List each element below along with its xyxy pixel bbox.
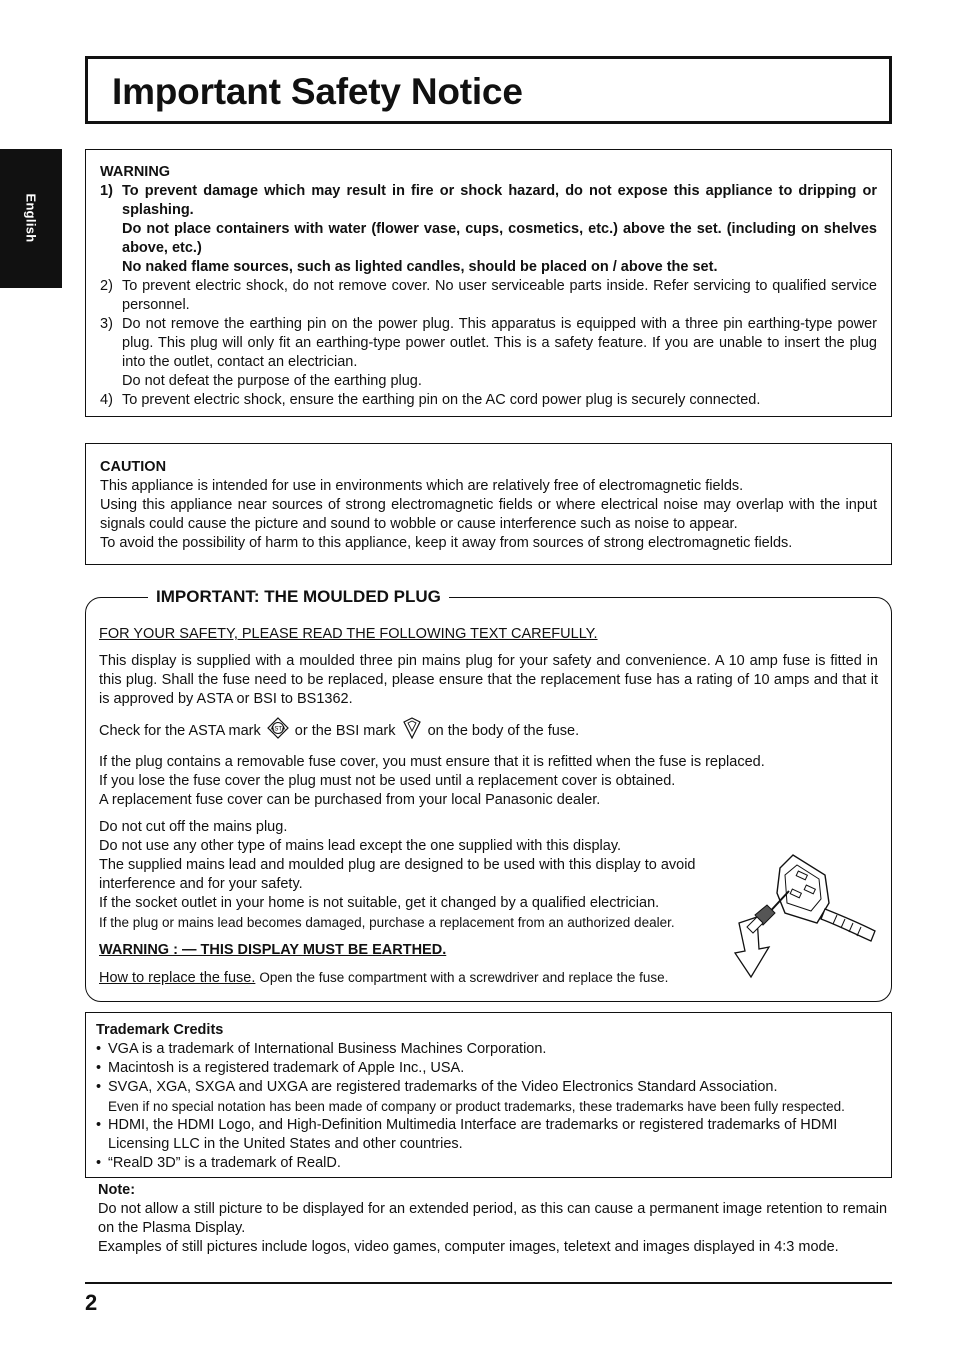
warning-item-number: 2) <box>100 278 113 294</box>
trademark-item <box>96 1059 881 1078</box>
fuse-cover-line: If the plug contains a removable fuse cover, you must ensure that it is refitted when the fuse is replaced. <box>99 754 765 770</box>
fuse-cover-paragraph <box>99 753 878 810</box>
trademark-text: SVGA, XGA, SXGA and UXGA are registered trademarks of the Video Electronics Standard Association. <box>108 1079 778 1095</box>
warning-item-number: 4) <box>100 392 113 408</box>
bsi-kitemark-icon <box>402 717 422 745</box>
mains-line: The supplied mains lead and moulded plug are designed to be used with this display to avoid interference and for your safety. <box>99 857 696 892</box>
damaged-line: If the plug or mains lead becomes damaged, purchase a replacement from an authorized dealer. <box>99 915 675 930</box>
check-text-b: or the BSI mark <box>294 722 396 739</box>
fuse-cover-line: If you lose the fuse cover the plug must not be used until a replacement cover is obtained. <box>99 773 676 789</box>
warning-item-1 <box>100 182 877 220</box>
warning-box <box>85 149 892 417</box>
bullet: • <box>96 1060 102 1076</box>
caution-line: To avoid the possibility of harm to this appliance, keep it away from sources of strong electromagnetic fields. <box>100 535 793 551</box>
bullet: • <box>96 1117 102 1133</box>
trademark-text: VGA is a trademark of International Business Machines Corporation. <box>108 1041 547 1057</box>
replace-fuse-label: How to replace the fuse. <box>99 970 256 986</box>
warning-item-text: To prevent damage which may result in fire or shock hazard, do not expose this appliance to dripping or splashing. <box>122 183 877 218</box>
asta-mark-icon <box>267 717 289 745</box>
trademark-item <box>96 1116 881 1154</box>
check-text-a: Check for the ASTA mark <box>99 722 261 739</box>
warning-item-text: Do not remove the earthing pin on the power plug. This apparatus is equipped with a three pin earthing-type power plug. This plug will only fit an earthing-type power outlet. This is a safety feature. If you are unable to insert the plug into the outlet, contact an electrician. <box>122 316 877 370</box>
language-tab-label: English <box>23 193 39 243</box>
trademark-heading: Trademark Credits <box>96 1022 224 1038</box>
caution-line: This appliance is intended for use in environments which are relatively free of electromagnetic fields. <box>100 478 744 494</box>
caution-line: Using this appliance near sources of strong electromagnetic fields or where electrical noise may overlap with the input signals could cause the picture and sound to wobble or cause interference such as noise to appear. <box>100 497 877 532</box>
replace-fuse-text: Open the fuse compartment with a screwdriver and replace the fuse. <box>259 970 669 985</box>
asta-bsi-check-line <box>99 717 878 745</box>
asta-mark-text: ASTA <box>270 726 286 733</box>
trademark-item <box>96 1154 881 1173</box>
bullet: • <box>96 1041 102 1057</box>
note-heading: Note: <box>98 1182 136 1198</box>
page-title: Important Safety Notice <box>112 71 523 112</box>
warning-item-text: No naked flame sources, such as lighted candles, should be placed on / above the set. <box>122 259 718 275</box>
bullet: • <box>96 1155 102 1171</box>
bullet: • <box>96 1079 102 1095</box>
fuse-paragraph: This display is supplied with a moulded three pin mains plug for your safety and convenience. A 10 amp fuse is fitted in this plug. Shall the fuse need to be replaced, please ensure that the replacement fuse has a rating of 10 amps and that it is approved by ASTA or BSI to BS1362. <box>99 653 878 707</box>
page-number: 2 <box>85 1290 98 1315</box>
warning-item-text: To prevent electric shock, ensure the earthing pin on the AC cord power plug is securely connected. <box>122 392 761 408</box>
moulded-plug-box <box>85 587 892 1002</box>
language-tab <box>0 149 62 288</box>
title-box <box>85 56 892 124</box>
trademark-respected-note: Even if no special notation has been made of company or product trademarks, these trademarks have been fully respected. <box>108 1099 845 1114</box>
warning-item-2 <box>100 277 877 315</box>
plug-screwdriver-illustration <box>725 853 885 985</box>
trademark-text: “RealD 3D” is a trademark of RealD. <box>108 1155 341 1171</box>
warning-item-4 <box>100 391 877 410</box>
note-line: Examples of still pictures include logos, video games, computer images, teletext and images displayed in 4:3 mode. <box>98 1239 839 1255</box>
mains-line: If the socket outlet in your home is not suitable, get it changed by a qualified electrician. <box>99 895 660 911</box>
caution-heading: CAUTION <box>100 459 167 475</box>
trademark-credits-box <box>85 1012 892 1178</box>
caution-box <box>85 443 892 565</box>
safety-read-line: FOR YOUR SAFETY, PLEASE READ THE FOLLOWING TEXT CAREFULLY. <box>99 626 598 642</box>
warning-item-number: 3) <box>100 316 113 332</box>
warning-item-text: To prevent electric shock, do not remove cover. No user serviceable parts inside. Refer servicing to qualified service personnel. <box>122 278 877 313</box>
warning-item-text: Do not place containers with water (flower vase, cups, cosmetics, etc.) above the set. (including on shelves above, etc.) <box>122 221 877 256</box>
warning-heading: WARNING <box>100 164 171 180</box>
warning-item-3 <box>100 315 877 372</box>
footer-divider <box>85 1282 892 1284</box>
warning-item-number: 1) <box>100 183 113 199</box>
note-line: Do not allow a still picture to be displayed for an extended period, as this can cause a permanent image retention to remain on the Plasma Display. <box>98 1201 888 1236</box>
trademark-text: HDMI, the HDMI Logo, and High-Definition Multimedia Interface are trademarks or registered trademarks of HDMI Licensing LLC in the United States and other countries. <box>108 1117 838 1152</box>
mains-line: Do not use any other type of mains lead except the one supplied with this display. <box>99 838 622 854</box>
trademark-item <box>96 1040 881 1059</box>
mains-line: Do not cut off the mains plug. <box>99 819 288 835</box>
note-section <box>98 1181 888 1257</box>
trademark-text: Macintosh is a registered trademark of Apple Inc., USA. <box>108 1060 465 1076</box>
mains-plug-paragraph <box>99 818 739 933</box>
fuse-cover-line: A replacement fuse cover can be purchased from your local Panasonic dealer. <box>99 792 601 808</box>
trademark-item <box>96 1078 881 1097</box>
earthed-warning: WARNING : — THIS DISPLAY MUST BE EARTHED. <box>99 942 447 958</box>
warning-item-text: Do not defeat the purpose of the earthing plug. <box>122 373 422 389</box>
check-text-c: on the body of the fuse. <box>427 722 580 739</box>
moulded-plug-title: IMPORTANT: THE MOULDED PLUG <box>148 586 449 608</box>
